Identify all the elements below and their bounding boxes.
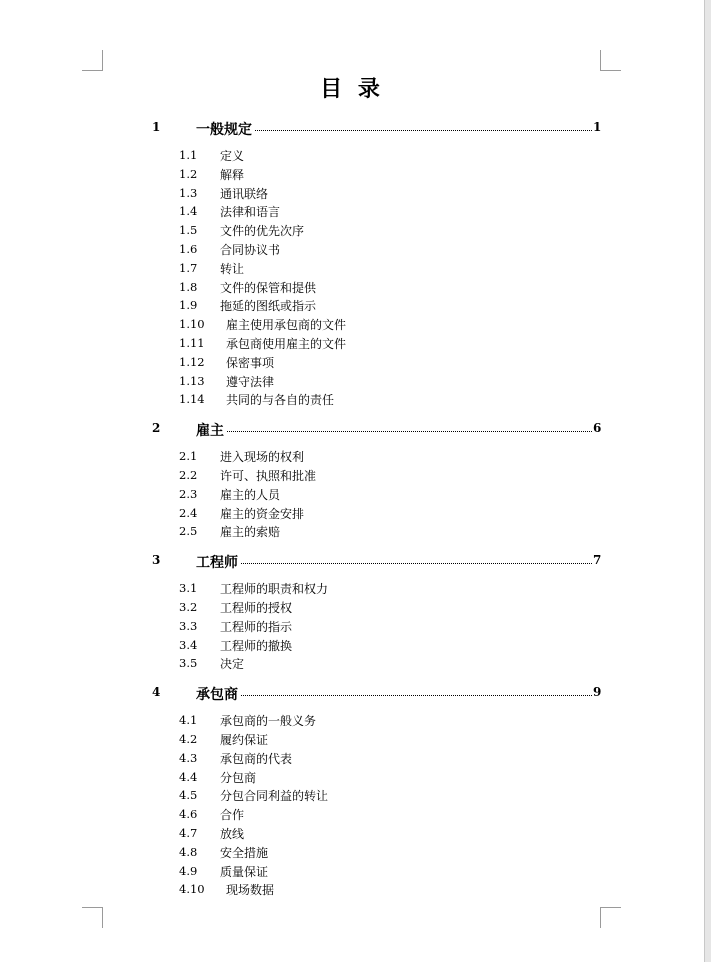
subsection-title: 分包商: [220, 770, 257, 785]
subsection-number: 4.6: [179, 807, 198, 822]
toc-subsection-item[interactable]: [0, 466, 704, 485]
toc-subsection-item[interactable]: [0, 805, 704, 824]
crop-mark-top-right: [600, 50, 621, 71]
subsection-title: 许可、执照和批准: [220, 468, 317, 483]
subsection-number: 2.3: [179, 486, 198, 501]
toc-subsection-item[interactable]: [0, 259, 704, 278]
subsection-number: 2.5: [179, 524, 198, 539]
subsection-number: 1.1: [179, 148, 198, 162]
subsection-number: 1.2: [179, 166, 198, 181]
crop-mark-bottom-right: [600, 907, 621, 928]
section-number: 3: [152, 553, 161, 568]
subsection-number: 1.8: [179, 279, 198, 294]
subsection-title: 承包商的一般义务: [220, 714, 317, 729]
subsection-title: 解释: [220, 167, 245, 182]
subsection-title: 定义: [220, 149, 245, 163]
toc-subsection-item[interactable]: [0, 617, 704, 636]
subsection-title: 通讯联络: [220, 186, 269, 201]
section-page-number: 9: [593, 685, 602, 700]
section-title: 一般规定: [196, 119, 254, 139]
subsection-title: 决定: [220, 657, 245, 672]
dot-leader: [196, 431, 592, 432]
subsection-number: 3.3: [179, 618, 198, 633]
section-page-number: 7: [593, 553, 602, 568]
dot-leader: [196, 130, 592, 131]
toc-subsection-item[interactable]: [0, 730, 704, 749]
subsection-number: 1.3: [179, 185, 198, 200]
section-page-number: 1: [593, 120, 602, 134]
toc-subsection-item[interactable]: [0, 353, 704, 372]
toc-subsection-list: [0, 711, 704, 899]
toc-subsection-item[interactable]: [0, 165, 704, 184]
subsection-number: 1.13: [179, 373, 205, 388]
subsection-title: 雇主的索赔: [220, 525, 281, 540]
section-title: 雇主: [196, 420, 226, 440]
subsection-number: 4.9: [179, 863, 198, 878]
subsection-number: 4.10: [179, 882, 205, 897]
toc-subsection-item[interactable]: [0, 146, 704, 165]
toc-section-heading[interactable]: [0, 415, 704, 443]
toc-subsection-item[interactable]: [0, 184, 704, 203]
section-page-number: 6: [593, 421, 602, 436]
subsection-number: 1.10: [179, 317, 205, 332]
toc-subsection-item[interactable]: [0, 579, 704, 598]
subsection-title: 雇主使用承包商的文件: [226, 318, 347, 333]
toc-subsection-item[interactable]: [0, 636, 704, 655]
subsection-number: 1.9: [179, 298, 198, 313]
subsection-number: 1.12: [179, 354, 205, 369]
subsection-title: 文件的优先次序: [220, 224, 305, 239]
toc-subsection-item[interactable]: [0, 504, 704, 523]
subsection-title: 合作: [220, 808, 245, 823]
subsection-number: 1.5: [179, 223, 198, 238]
subsection-number: 1.4: [179, 204, 198, 219]
subsection-number: 4.1: [179, 713, 198, 728]
subsection-title: 遵守法律: [226, 374, 275, 389]
toc-subsection-item[interactable]: [0, 768, 704, 787]
subsection-title: 放线: [220, 826, 245, 841]
dot-leader: [196, 563, 592, 564]
subsection-number: 4.2: [179, 731, 198, 746]
subsection-number: 4.3: [179, 750, 198, 765]
toc-subsection-item[interactable]: [0, 240, 704, 259]
toc-subsection-item[interactable]: [0, 315, 704, 334]
subsection-number: 4.8: [179, 844, 198, 859]
subsection-title: 法律和语言: [220, 205, 281, 220]
toc-subsection-item[interactable]: [0, 786, 704, 805]
toc-section-heading[interactable]: [0, 114, 704, 142]
toc-subsection-item[interactable]: [0, 862, 704, 881]
toc-subsection-list: [0, 146, 704, 409]
toc-subsection-item[interactable]: [0, 522, 704, 541]
toc-subsection-item[interactable]: [0, 296, 704, 315]
subsection-title: 转让: [220, 261, 245, 276]
subsection-title: 安全措施: [220, 845, 269, 860]
toc-subsection-item[interactable]: [0, 880, 704, 899]
toc-subsection-item[interactable]: [0, 447, 704, 466]
subsection-title: 工程师的撤换: [220, 638, 293, 653]
toc-section-heading[interactable]: [0, 547, 704, 575]
toc-subsection-item[interactable]: [0, 824, 704, 843]
toc-subsection-item[interactable]: [0, 654, 704, 673]
subsection-title: 履约保证: [220, 732, 269, 747]
toc-title: 目 录: [320, 76, 384, 102]
toc-subsection-item[interactable]: [0, 598, 704, 617]
subsection-title: 雇主的资金安排: [220, 506, 305, 521]
subsection-title: 工程师的职责和权力: [220, 582, 329, 597]
subsection-number: 2.2: [179, 467, 198, 482]
toc-subsection-list: [0, 579, 704, 673]
toc-subsection-item[interactable]: [0, 202, 704, 221]
crop-mark-top-left: [82, 50, 103, 71]
table-of-contents: [0, 112, 704, 905]
dot-leader: [196, 695, 592, 696]
section-number: 4: [152, 685, 161, 700]
subsection-title: 承包商的代表: [220, 751, 293, 766]
subsection-title: 工程师的指示: [220, 619, 293, 634]
toc-subsection-item[interactable]: [0, 372, 704, 391]
subsection-number: 1.6: [179, 241, 198, 256]
section-number: 2: [152, 421, 161, 436]
subsection-number: 4.7: [179, 825, 198, 840]
subsection-number: 2.1: [179, 449, 198, 464]
subsection-number: 3.5: [179, 656, 198, 671]
subsection-title: 共同的与各自的责任: [226, 393, 335, 408]
toc-subsection-item[interactable]: [0, 843, 704, 862]
section-title: 工程师: [196, 552, 240, 572]
subsection-title: 保密事项: [226, 355, 275, 370]
subsection-number: 1.11: [179, 335, 205, 350]
crop-mark-bottom-left: [82, 907, 103, 928]
subsection-title: 文件的保管和提供: [220, 280, 317, 295]
subsection-title: 雇主的人员: [220, 487, 281, 502]
subsection-title: 现场数据: [226, 883, 275, 898]
subsection-number: 2.4: [179, 505, 198, 520]
subsection-number: 3.1: [179, 581, 198, 596]
subsection-number: 1.7: [179, 260, 198, 275]
subsection-title: 工程师的授权: [220, 600, 293, 615]
section-number: 1: [152, 120, 161, 134]
toc-subsection-item[interactable]: [0, 711, 704, 730]
toc-subsection-list: [0, 447, 704, 541]
subsection-title: 分包合同利益的转让: [220, 789, 329, 804]
toc-section-heading[interactable]: [0, 679, 704, 707]
toc-subsection-item[interactable]: [0, 278, 704, 297]
subsection-number: 4.4: [179, 769, 198, 784]
subsection-title: 进入现场的权利: [220, 450, 305, 465]
section-title: 承包商: [196, 684, 240, 704]
subsection-title: 承包商使用雇主的文件: [226, 336, 347, 351]
toc-subsection-item[interactable]: [0, 749, 704, 768]
subsection-title: 合同协议书: [220, 242, 281, 257]
toc-subsection-item[interactable]: [0, 390, 704, 409]
page-edge: [704, 0, 711, 962]
toc-subsection-item[interactable]: [0, 221, 704, 240]
subsection-number: 3.4: [179, 637, 198, 652]
subsection-number: 4.5: [179, 788, 198, 803]
toc-subsection-item[interactable]: [0, 334, 704, 353]
subsection-title: 质量保证: [220, 864, 269, 879]
subsection-title: 拖延的图纸或指示: [220, 299, 317, 314]
subsection-number: 1.14: [179, 392, 205, 407]
subsection-number: 3.2: [179, 599, 198, 614]
toc-subsection-item[interactable]: [0, 485, 704, 504]
